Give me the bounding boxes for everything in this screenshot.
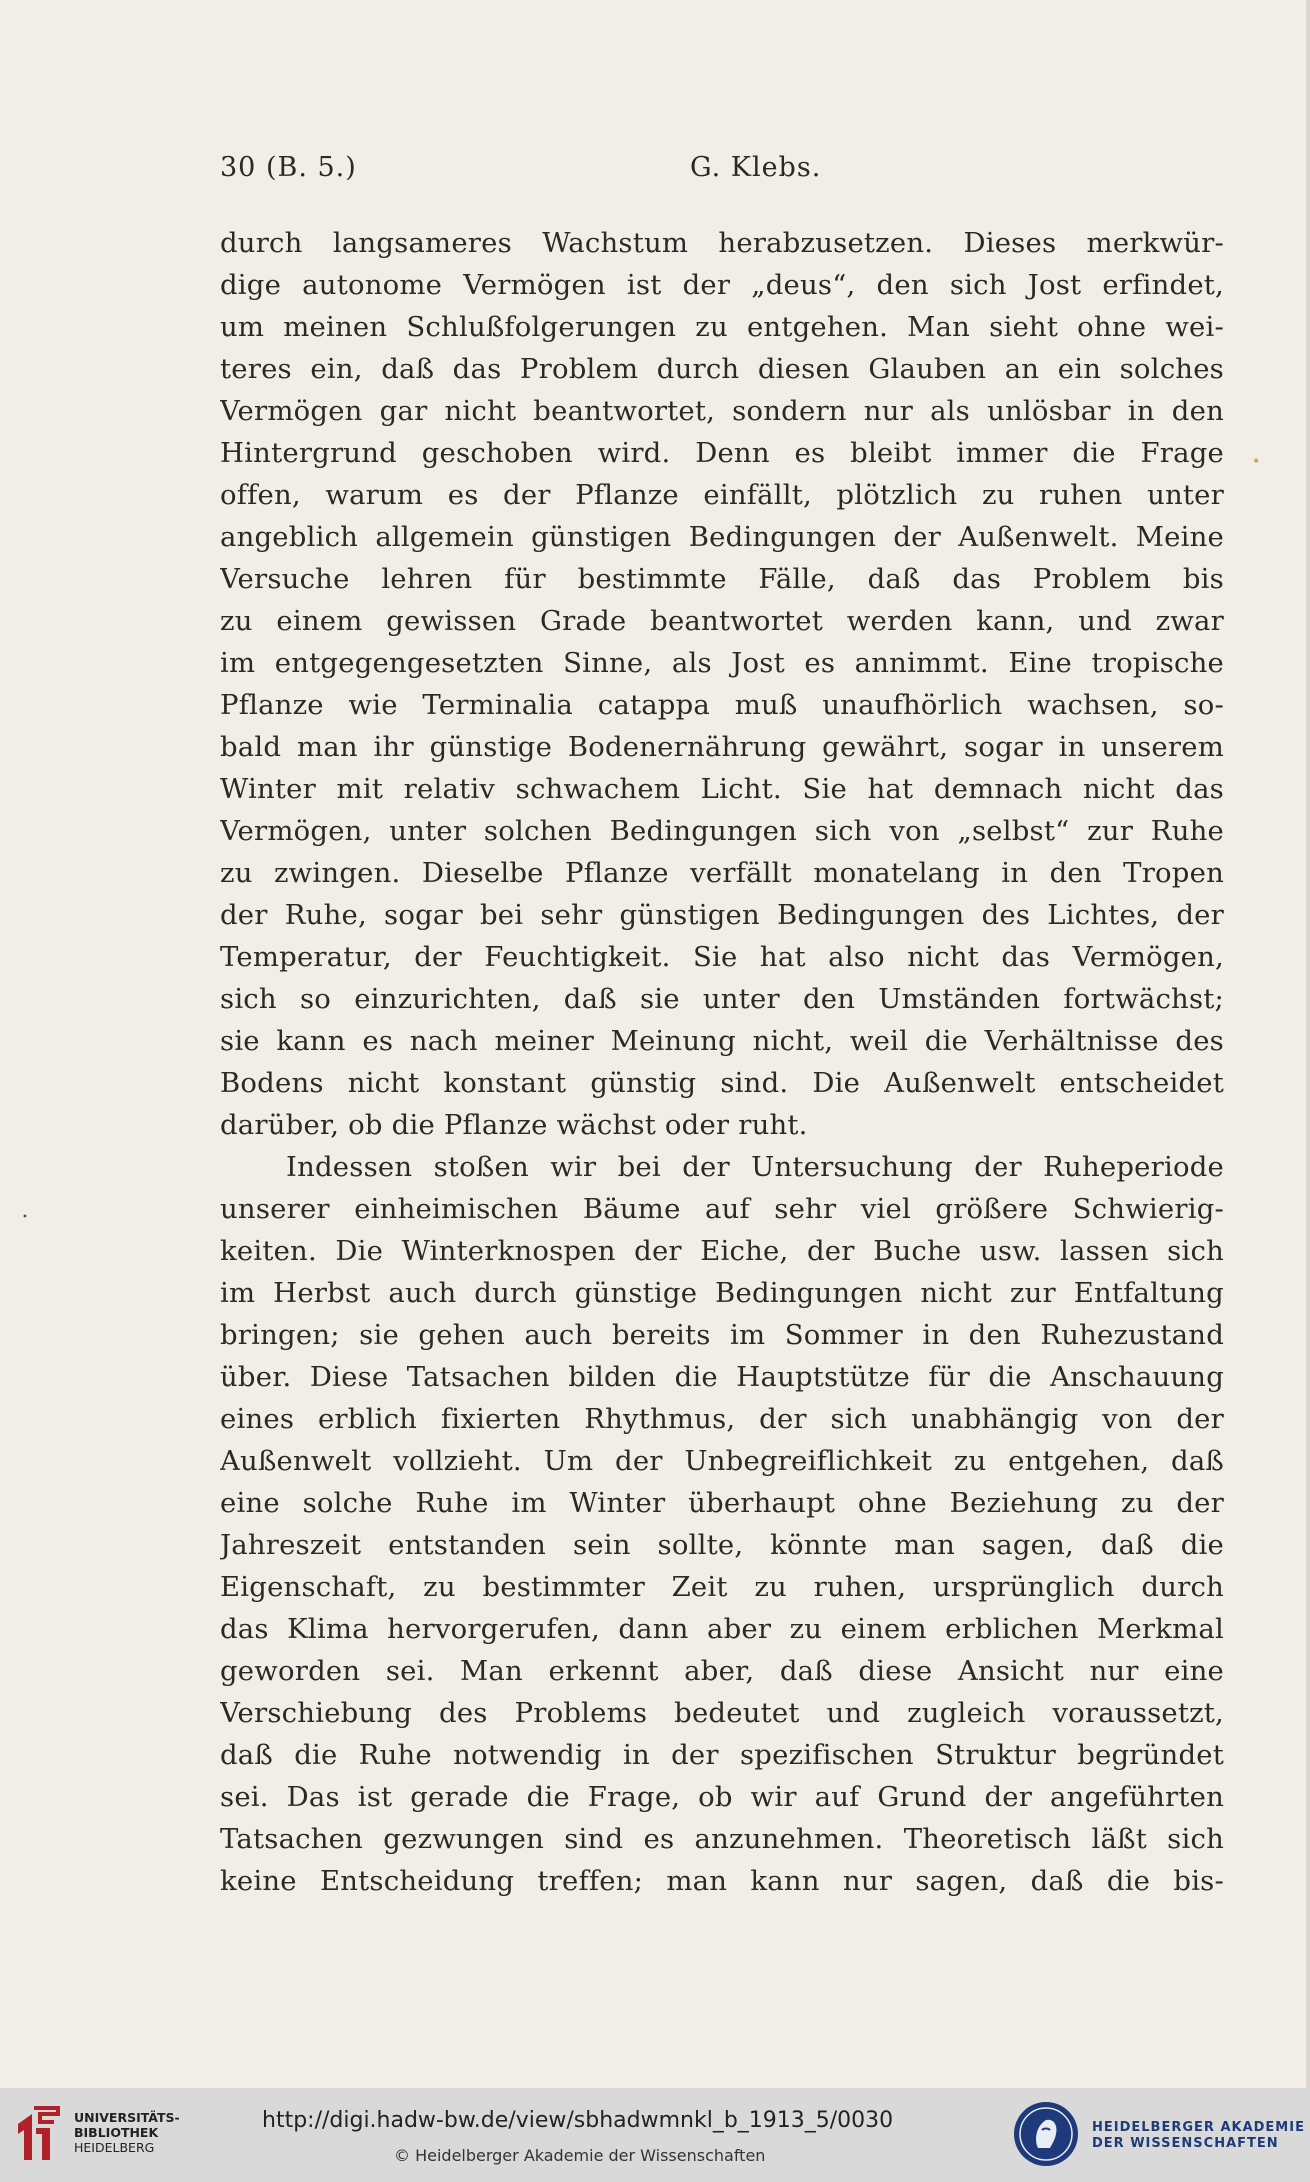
text-line: Hintergrund geschoben wird. Denn es bleibt immer die Frage: [220, 437, 1224, 469]
text-line: durch langsameres Wachstum herabzusetzen. Dieses merkwür-: [220, 227, 1224, 259]
academy-line-1: HEIDELBERGER AKADEMIE: [1092, 2120, 1305, 2135]
text-line: der Ruhe, sogar bei sehr günstigen Bedingungen des Lichtes, der: [220, 899, 1224, 931]
text-line: sie kann es nach meiner Meinung nicht, weil die Verhältnisse des: [220, 1025, 1224, 1057]
text-line: Eigenschaft, zu bestimmter Zeit zu ruhen, ursprünglich durch: [220, 1571, 1224, 1603]
permalink-url[interactable]: http://digi.hadw-bw.de/view/sbhadwmnkl_b_1913_5/0030: [262, 2108, 894, 2133]
margin-speck: •: [22, 1212, 28, 1223]
academy-seal-logo-icon[interactable]: [1012, 2100, 1080, 2168]
text-line: eines erblich fixierten Rhythmus, der sich unabhängig von der: [220, 1403, 1224, 1435]
text-line: das Klima hervorgerufen, dann aber zu einem erblichen Merkmal: [220, 1613, 1224, 1645]
viewer-footer: [0, 2088, 1310, 2182]
academy-line-2: DER WISSENSCHAFTEN: [1092, 2136, 1279, 2151]
text-line: bald man ihr günstige Bodenernährung gewährt, sogar in unserem: [220, 731, 1224, 763]
text-line: um meinen Schlußfolgerungen zu entgehen. Man sieht ohne wei-: [220, 311, 1224, 343]
text-line: sei. Das ist gerade die Frage, ob wir auf Grund der angeführten: [220, 1781, 1224, 1813]
text-line: keine Entscheidung treffen; man kann nur sagen, daß die bis-: [220, 1865, 1224, 1897]
text-line: Indessen stoßen wir bei der Untersuchung der Ruheperiode: [286, 1151, 1224, 1183]
text-line: zu einem gewissen Grade beantwortet werden kann, und zwar: [220, 605, 1224, 637]
text-line: Vermögen, unter solchen Bedingungen sich von „selbst“ zur Ruhe: [220, 815, 1224, 847]
text-line: über. Diese Tatsachen bilden die Hauptstütze für die Anschauung: [220, 1361, 1224, 1393]
text-line: angeblich allgemein günstigen Bedingungen der Außenwelt. Meine: [220, 521, 1224, 553]
text-line: sich so einzurichten, daß sie unter den Umständen fortwächst;: [220, 983, 1224, 1015]
page-edge: [1306, 0, 1310, 2088]
text-line: eine solche Ruhe im Winter überhaupt ohne Beziehung zu der: [220, 1487, 1224, 1519]
text-line: daß die Ruhe notwendig in der spezifischen Struktur begründet: [220, 1739, 1224, 1771]
text-line: unserer einheimischen Bäume auf sehr viel größere Schwierig-: [220, 1193, 1224, 1225]
text-line: dige autonome Vermögen ist der „deus“, den sich Jost erfindet,: [220, 269, 1224, 301]
text-line: Verschiebung des Problems bedeutet und zugleich voraussetzt,: [220, 1697, 1224, 1729]
library-line-3: HEIDELBERG: [74, 2140, 155, 2155]
academy-name: [1092, 2120, 1305, 2152]
margin-speck: •: [1252, 454, 1261, 470]
text-line: Bodens nicht konstant günstig sind. Die Außenwelt entscheidet: [220, 1067, 1224, 1099]
text-line: Pflanze wie Terminalia catappa muß unaufhörlich wachsen, so-: [220, 689, 1224, 721]
text-line: Temperatur, der Feuchtigkeit. Sie hat also nicht das Vermögen,: [220, 941, 1224, 973]
university-library-name: [74, 2110, 180, 2155]
copyright-notice: © Heidelberger Akademie der Wissenschaften: [394, 2146, 766, 2165]
library-line-1: UNIVERSITÄTS-: [74, 2110, 180, 2125]
library-line-2: BIBLIOTHEK: [74, 2125, 159, 2140]
text-line: geworden sei. Man erkennt aber, daß diese Ansicht nur eine: [220, 1655, 1224, 1687]
text-line: offen, warum es der Pflanze einfällt, plötzlich zu ruhen unter: [220, 479, 1224, 511]
running-header: [220, 152, 1222, 192]
text-line: teres ein, daß das Problem durch diesen Glauben an ein solches: [220, 353, 1224, 385]
text-line: Außenwelt vollzieht. Um der Unbegreiflichkeit zu entgehen, daß: [220, 1445, 1224, 1477]
text-line: im Herbst auch durch günstige Bedingungen nicht zur Entfaltung: [220, 1277, 1224, 1309]
text-line: zu zwingen. Dieselbe Pflanze verfällt monatelang in den Tropen: [220, 857, 1224, 889]
body-text: [220, 222, 1224, 1902]
text-line: darüber, ob die Pflanze wächst oder ruht.: [220, 1109, 808, 1141]
text-line: bringen; sie gehen auch bereits im Sommer in den Ruhezustand: [220, 1319, 1224, 1351]
text-line: im entgegengesetzten Sinne, als Jost es annimmt. Eine tropische: [220, 647, 1224, 679]
text-line: Jahreszeit entstanden sein sollte, könnte man sagen, daß die: [220, 1529, 1224, 1561]
text-line: keiten. Die Winterknospen der Eiche, der Buche usw. lassen sich: [220, 1235, 1224, 1267]
running-head-author: G. Klebs.: [690, 152, 822, 183]
text-line: Versuche lehren für bestimmte Fälle, daß das Problem bis: [220, 563, 1224, 595]
text-line: Winter mit relativ schwachem Licht. Sie hat demnach nicht das: [220, 773, 1224, 805]
university-library-logo-icon[interactable]: [14, 2104, 64, 2164]
page-number: 30 (B. 5.): [220, 152, 357, 183]
text-line: Tatsachen gezwungen sind es anzunehmen. Theoretisch läßt sich: [220, 1823, 1224, 1855]
text-line: Vermögen gar nicht beantwortet, sondern nur als unlösbar in den: [220, 395, 1224, 427]
